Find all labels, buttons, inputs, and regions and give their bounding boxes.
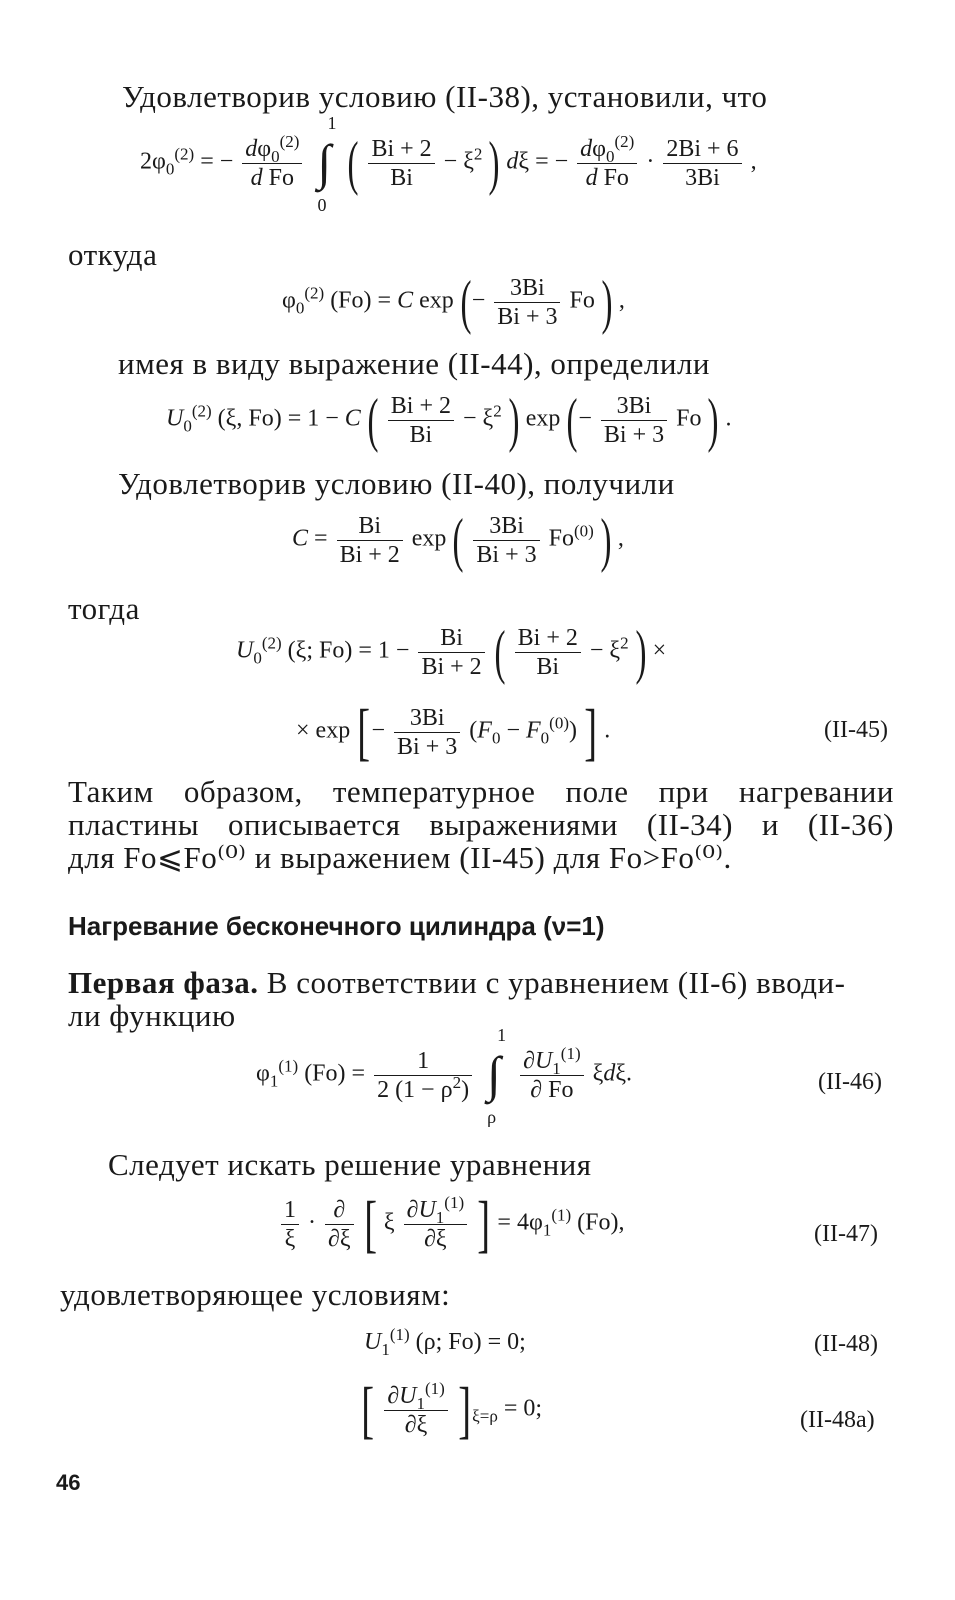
- equation-tag-ii-45: (II-45): [824, 717, 888, 743]
- equation-phi1: $\varphi_1^{(1)}$ (Fo) = $\frac{1}{2 (1 - \rho^2)}$ 1 ∫ ρ $\frac{\partial U_1^{(1)}}{\partial Fo}$ ξdξ.: [256, 1025, 633, 1127]
- section-heading: Нагревание бесконечного цилиндра (ν=1): [68, 911, 605, 941]
- equation-u-final-part2: × exp [− $\frac{3Bi}{Bi + 3}$ $(F_0 - F_0^{(0)})$ ] .: [296, 696, 611, 767]
- equation-phi-derivation: $2\varphi_0^{(2)}$ = − $\frac{d\varphi_0^{(2)}}{\text{d Fo}}$ 1 ∫ 0 ( $\frac{Bi + 2}{Bi}$ − $\xi^2$ ) dξ = − $\frac{d\varphi_0^{(2)}}{\text{d Fo}}$ · $\frac{2Bi + 6}{3Bi}$ ,: [140, 113, 757, 215]
- equation-ii-47: $\frac{1}{\xi}$ · $\frac{\partial}{\partial\xi}$ [ ξ $\frac{\partial U_1^{(1)}}{\partial\xi}$ ] = $4\varphi_1^{(1)}$ (Fo),: [278, 1192, 624, 1256]
- text-line-1: Удовлетворив условию (II-38), установили, что: [122, 79, 768, 114]
- equation-phi-solution: $\varphi_0^{(2)}$ (Fo) = C exp (− $\frac{3Bi}{Bi + 3}$ Fo ) ,: [282, 269, 625, 335]
- equation-tag-ii-47: (II-47): [814, 1221, 878, 1247]
- text-line-5: тогда: [68, 591, 140, 626]
- paragraph-line-3: для Fo⩽Fo⁽⁰⁾ и выражением (II-45) для Fo>Fo⁽⁰⁾.: [68, 840, 732, 875]
- page-number: 46: [56, 1470, 81, 1495]
- equation-tag-ii-48a: (II-48a): [800, 1407, 875, 1433]
- paragraph-line-2: пластины описывается выражениями (II-34) и (II-36): [68, 807, 894, 842]
- text-line-3: имея в виду выражение (II-44), определили: [118, 346, 711, 381]
- equation-constant-c: C = $\frac{Bi}{Bi + 2}$ exp ( $\frac{3Bi}{Bi + 3}$ Fo$^{(0)}$ ) ,: [292, 507, 624, 573]
- first-phase-text: В соответствии с уравнением (II-6) вводи-: [266, 965, 846, 1000]
- first-phase-lead: Первая фаза.: [68, 965, 259, 1000]
- text-line-2: откуда: [68, 237, 158, 272]
- paragraph-first-phase-line-2: ли функцию: [68, 998, 236, 1033]
- equation-ii-48a: [ $\frac{\partial U_1^{(1)}}{\partial\xi}$ ]$_{\xi=\rho} = 0$;: [361, 1374, 543, 1445]
- equation-tag-ii-46: (II-46): [818, 1069, 882, 1095]
- equation-tag-ii-48: (II-48): [814, 1331, 878, 1357]
- text-line-9: удовлетворяющее условиям:: [60, 1277, 451, 1312]
- paragraph-line-1: Таким образом, температурное поле при нагревании: [68, 774, 894, 809]
- equation-u-final-part1: $U_0^{(2)}$ (ξ; Fo) = 1 − $\frac{Bi}{Bi + 2}$ ( $\frac{Bi + 2}{Bi}$ − $\xi^2$ ) ×: [236, 619, 667, 685]
- text-line-4: Удовлетворив условию (II-40), получили: [118, 466, 675, 501]
- text-line-8: Следует искать решение уравнения: [108, 1147, 592, 1182]
- equation-ii-48: $U_1^{(1)}$ (ρ; Fo) = 0;: [364, 1325, 526, 1359]
- equation-u-solution: $U_0^{(2)}$ (ξ, Fo) = 1 − C ( $\frac{Bi + 2}{Bi}$ − $\xi^2$ ) exp (− $\frac{3Bi}{Bi + 3}$ Fo ) .: [166, 387, 732, 453]
- paragraph-first-phase: [68, 966, 894, 1000]
